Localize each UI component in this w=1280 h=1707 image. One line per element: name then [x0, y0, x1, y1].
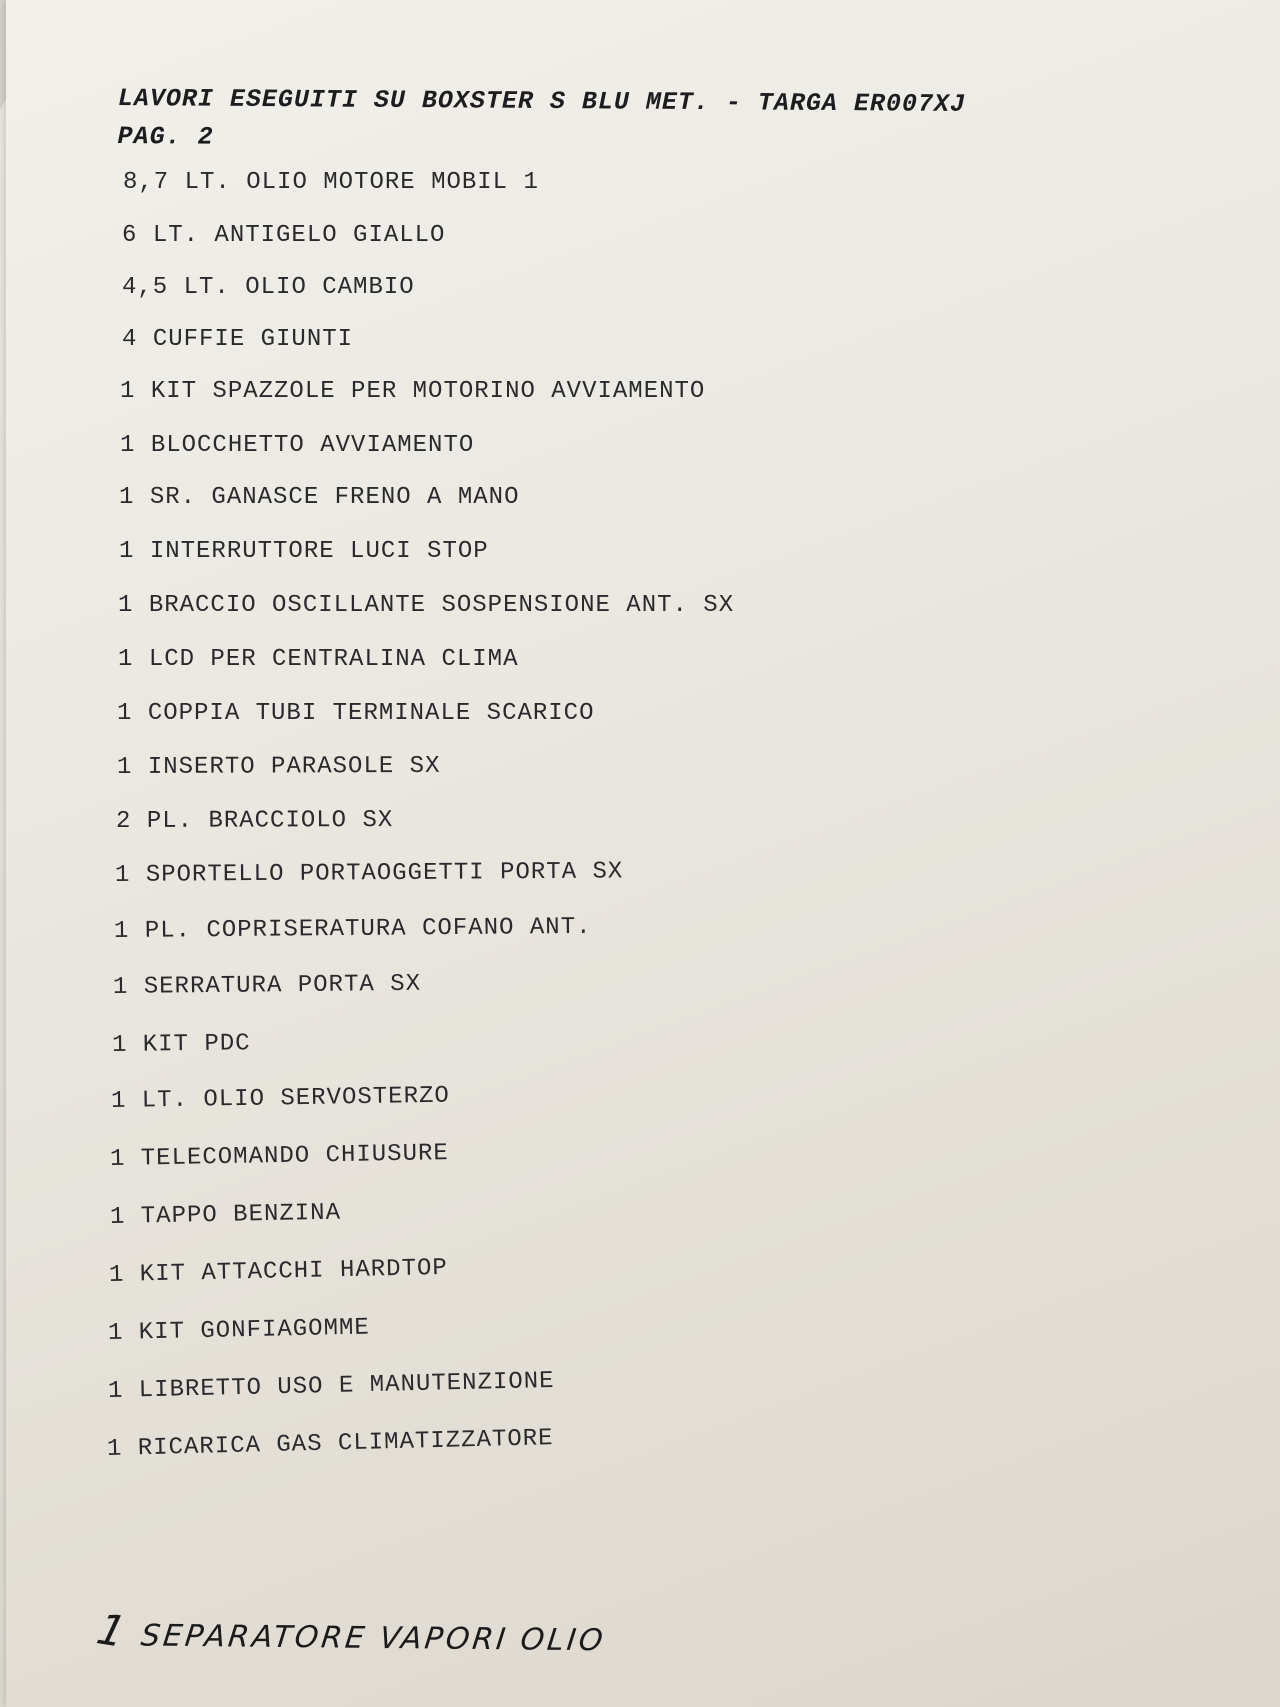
list-item-qty: 1 [109, 1145, 126, 1173]
list-item-qty: 4,5 [122, 274, 169, 301]
list-item-text: PL. COPRISERATURA COFANO ANT. [144, 913, 592, 945]
list-item [110, 1200, 342, 1231]
list-item [113, 971, 421, 1001]
list-item-qty: 1 [117, 700, 133, 727]
list-item-text: BLOCCHETTO AVVIAMENTO [150, 432, 475, 459]
list-item [123, 169, 539, 196]
list-item [108, 1315, 370, 1347]
handwritten-item [92, 1604, 609, 1660]
list-item-text: LCD PER CENTRALINA CLIMA [148, 646, 519, 673]
list-item-text: KIT PDC [142, 1030, 251, 1059]
list-item [120, 432, 474, 459]
list-item-text: SERRATURA PORTA SX [143, 970, 422, 1001]
list-item-text: SPORTELLO PORTAOGGETTI PORTA SX [145, 858, 624, 889]
handwritten-item-qty: 1 [92, 1604, 134, 1658]
list-item [117, 753, 441, 781]
list-item-qty: 1 [113, 917, 130, 945]
list-item [122, 222, 445, 249]
list-item-qty: 8,7 [123, 169, 170, 196]
list-item [118, 646, 518, 673]
list-item [117, 700, 594, 727]
handwritten-item-text: SEPARATORE VAPORI OLIO [139, 1618, 608, 1659]
list-item [118, 592, 734, 619]
list-item-qty: 1 [106, 1435, 123, 1463]
list-item-qty: 1 [108, 1261, 125, 1289]
list-item-qty: 4 [122, 326, 138, 353]
list-item-text: BRACCIO OSCILLANTE SOSPENSIONE ANT. SX [148, 592, 735, 619]
list-item-qty: 1 [119, 484, 135, 511]
list-item-text: LT. OLIO MOTORE MOBIL 1 [184, 169, 539, 196]
list-item [107, 1425, 554, 1463]
list-item-text: LT. OLIO SERVOSTERZO [141, 1082, 451, 1115]
list-item-text: COPPIA TUBI TERMINALE SCARICO [147, 700, 595, 727]
list-item [114, 914, 592, 945]
list-item-qty: 1 [109, 1203, 126, 1231]
list-item-qty: 1 [114, 861, 131, 889]
list-item [119, 484, 519, 511]
list-item-qty: 1 [107, 1377, 124, 1405]
list-item-qty: 1 [118, 646, 134, 673]
list-item-qty: 1 [118, 592, 134, 619]
list-item-text: KIT GONFIAGOMME [138, 1314, 371, 1347]
list-item-text: KIT ATTACCHI HARDTOP [139, 1254, 449, 1289]
list-item [110, 1140, 449, 1173]
list-item-text: CUFFIE GIUNTI [152, 326, 354, 353]
list-item [119, 538, 489, 565]
list-item-text: TAPPO BENZINA [140, 1199, 342, 1231]
list-item [120, 378, 705, 405]
list-item [122, 326, 353, 353]
list-item-qty: 1 [112, 973, 129, 1001]
list-item-text: TELECOMANDO CHIUSURE [140, 1140, 450, 1173]
list-item-text: INTERRUTTORE LUCI STOP [149, 538, 489, 565]
list-item-qty: 1 [107, 1319, 124, 1347]
list-item-text: LT. ANTIGELO GIALLO [152, 222, 446, 249]
list-item-qty: 1 [110, 1087, 127, 1115]
list-item-text: SR. GANASCE FRENO A MANO [149, 484, 520, 511]
list-item [112, 1030, 251, 1059]
list-item-text: PL. BRACCIOLO SX [146, 807, 394, 835]
list-item-text: KIT SPAZZOLE PER MOTORINO AVVIAMENTO [150, 378, 706, 405]
list-item-text: INSERTO PARASOLE SX [147, 752, 441, 781]
list-item [116, 807, 393, 835]
list-item-qty: 1 [116, 753, 133, 781]
list-item-qty: 1 [119, 538, 135, 565]
list-item [111, 1083, 450, 1115]
list-item [115, 858, 623, 889]
list-item-text: LIBRETTO USO E MANUTENZIONE [138, 1367, 555, 1405]
list-item [108, 1368, 555, 1405]
list-item-text: RICARICA GAS CLIMATIZZATORE [137, 1425, 554, 1463]
header-title: LAVORI ESEGUITI SU BOXSTER S BLU MET. - TARGA ER007XJ [117, 83, 967, 119]
list-item-qty: 1 [120, 378, 136, 405]
list-item [122, 274, 415, 301]
list-item-qty: 2 [115, 807, 132, 835]
list-item-text: LT. OLIO CAMBIO [183, 274, 415, 301]
list-item-qty: 1 [120, 432, 136, 459]
list-item [109, 1255, 448, 1289]
page-number: PAG. 2 [117, 121, 214, 152]
list-item-qty: 6 [122, 222, 138, 249]
list-item-qty: 1 [111, 1031, 128, 1059]
